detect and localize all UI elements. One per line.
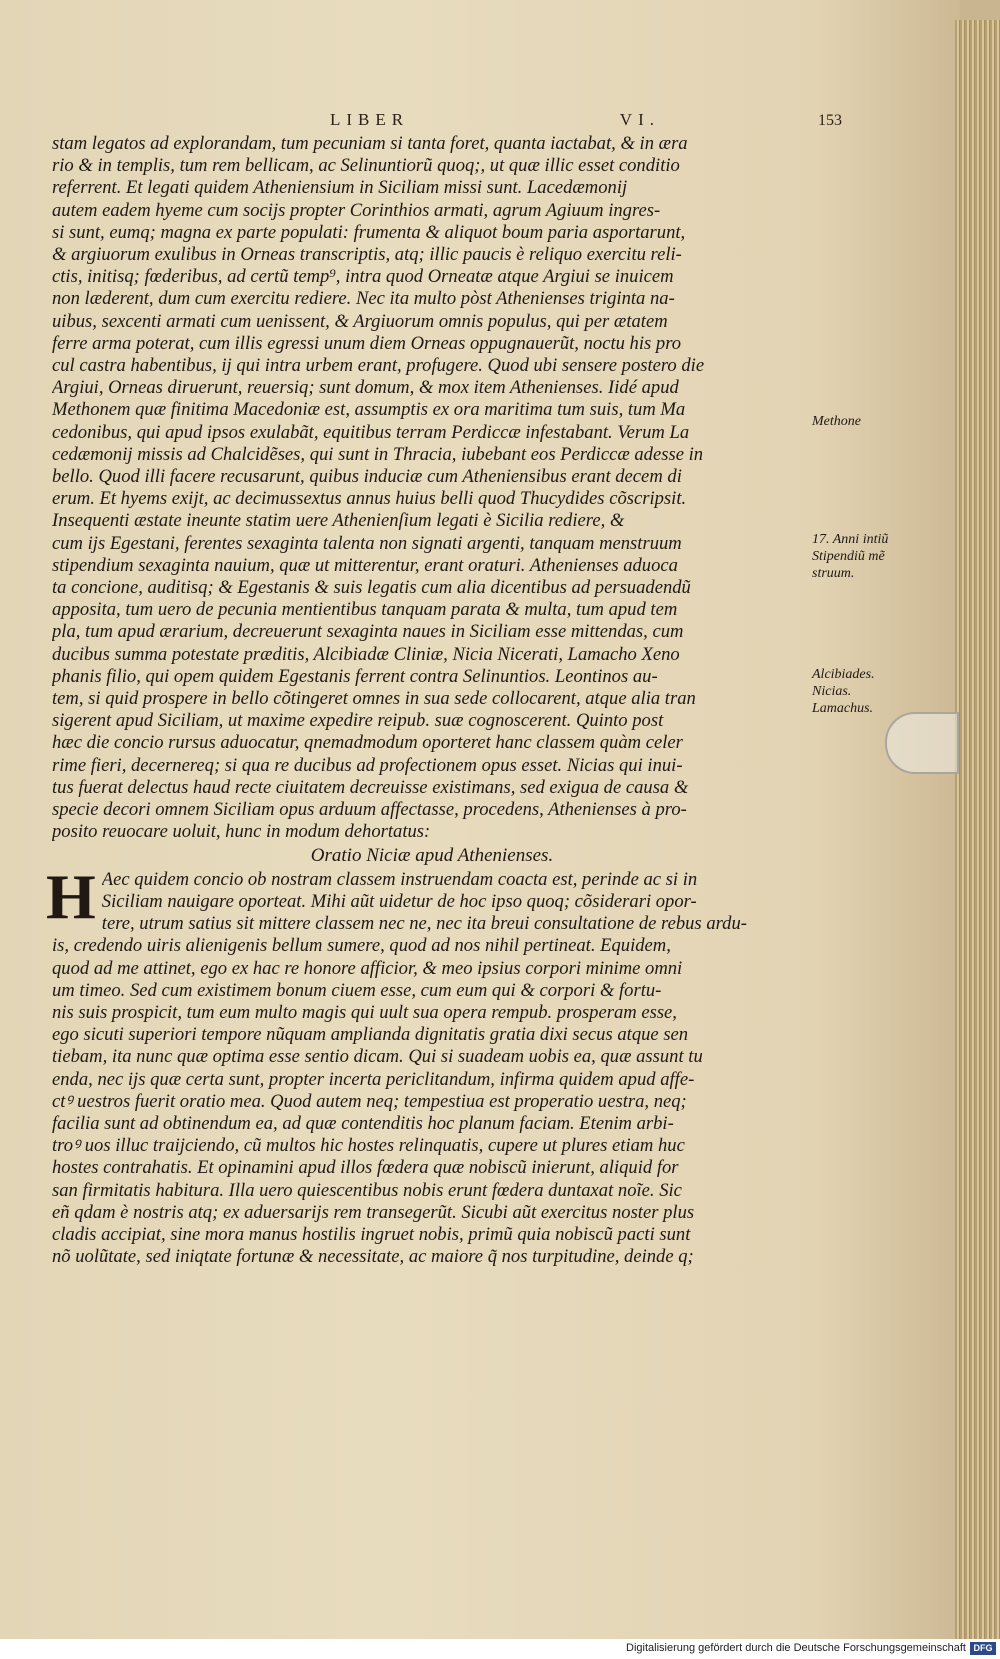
running-head — [330, 110, 660, 130]
text-line: rime fieri, decernereq; si qua re ducibus ad profectionem opus esset. Nicias qui inui- — [52, 754, 683, 776]
text-line: tiebam, ita nunc quæ optima esse sentio dicam. Qui si suadeam uobis ea, quæ assunt tu — [52, 1046, 703, 1068]
text-line: Insequenti æstate ineunte statim uere Athenienſium legati è Sicilia rediere, & — [52, 510, 625, 532]
text-line: cladis accipiat, sine mora manus hostilis ingruet nobis, primũ quia nobiscũ pacti sunt — [52, 1223, 691, 1245]
margin-note-line: Methone — [812, 414, 861, 429]
text-line: Methonem quæ finitima Macedoniæ est, assumptis ex ora maritima tum suis, tum Ma — [52, 399, 686, 421]
text-line: nis suis prospicit, tum eum multo magis qui uult sua opera rempub. prosperam esse, — [52, 1001, 677, 1023]
text-line: specie decori omnem Siciliam opus arduum affectasse, procedens, Athenienses à pro- — [52, 799, 687, 821]
text-line: um timeo. Sed cum existimem bonum ciuem esse, cum eum qui & corpori & fortu- — [52, 979, 662, 1001]
text-line: cedæmonij missis ad Chalcidẽses, qui sunt in Thracia, iubebant eos Perdiccæ adesse in — [52, 443, 704, 465]
text-line: tem, si quid prospere in bello cõtingeret omnes in sua sede collocarent, atque alia tran — [52, 688, 696, 710]
text-line: ctis, initisq; fœderibus, ad certũ temp⁹, intra quod Orneatæ atque Argiui se inuicem — [52, 266, 674, 288]
text-line: hostes contrahatis. Et opinamini apud illos fœdera quæ nobiscũ inierunt, aliquid for — [52, 1157, 679, 1179]
body-text — [46, 133, 812, 1268]
text-line: posito reuocare uoluit, hunc in modum dehortatus: — [52, 821, 431, 843]
page-edges — [955, 20, 1000, 1640]
text-line: ego sicuti superiori tempore nũquam amplianda dignitatis gratia dixi secus atque sen — [52, 1024, 689, 1046]
running-head-left: LIBER — [330, 110, 410, 129]
margin-note-line: 17. Anni intiũ — [812, 532, 889, 547]
text-line: erum. Et hyems exijt, ac decimussextus annus huius belli quod Thucydides cõscripsit. — [52, 488, 687, 510]
text-line: non læderent, dum cum exercitu rediere. Nec ita multo pòst Athenienses triginta na- — [52, 288, 675, 310]
margin-note-line: Nicias. — [812, 684, 852, 699]
text-line: Siciliam nauigare oporteat. Mihi aũt uidetur de hoc ipso quoq; cõsiderari opor- — [101, 890, 697, 912]
drop-capital: H — [46, 860, 96, 932]
margin-note-methone — [812, 413, 932, 430]
text-line: eñ qdam è nostris atq; ex aduersarijs rem transegerũt. Sicubi aũt exercitus noster plus — [52, 1201, 695, 1223]
text-line: rio & in templis, tum rem bellicam, ac Selinuntiorũ quoq;, ut quæ illic esset conditio — [52, 155, 680, 177]
text-line: ta concione, auditisq; & Egestanis & suis legatis cum alia dicentibus ad persuadendũ — [52, 577, 691, 599]
text-line: si sunt, eumq; magna ex parte populati: frumenta & aliquot boum paria asportarunt, — [52, 221, 686, 243]
text-line: quod ad me attinet, ego ex hac re honore afficior, & meo ipsius corpori minime omni — [52, 957, 683, 979]
margin-note-line: Alcibiades. — [812, 667, 875, 682]
text-line: cul castra habentibus, ij qui intra urbem erant, profugere. Quod ubi sensere postero die — [52, 355, 705, 377]
text-line: uibus, sexcenti armati cum uenissent, & Argiuorum omnis populus, qui per ætatem — [52, 310, 668, 332]
text-line: enda, nec ijs quæ certa sunt, propter incerta periclitandum, infirma quidem apud affe- — [52, 1068, 695, 1090]
text-line: & argiuorum exulibus in Orneas transcriptis, atq; illic paucis è reliquo exercitu reli- — [52, 244, 682, 266]
text-line: autem eadem hyeme cum socijs propter Corinthios armati, agrum Agiuum ingres- — [52, 199, 661, 221]
text-line: ctꝰ uestros fuerit oratio mea. Quod autem neq; tempestiua est properatio uestra, neq; — [52, 1090, 687, 1112]
text-line: troꝰ uos illuc traijciendo, cũ multos hic hostes relinquatis, cupere ut plures etiam huc — [52, 1135, 685, 1157]
text-line: sigerent apud Siciliam, ut maxime expedire reipub. suæ cognoscerent. Quinto post — [52, 710, 664, 732]
funding-credit: Digitalisierung gefördert durch die Deutsche Forschungsgemeinschaft — [626, 1642, 966, 1654]
speech-heading: Oratio Niciæ apud Athenienses. — [310, 844, 554, 866]
margin-note-stipendium — [812, 531, 932, 582]
text-line: tere, utrum satius sit mittere classem nec ne, nec ita breui consultatione de rebus ardu- — [101, 913, 747, 935]
dfg-logo-icon: DFG — [970, 1642, 996, 1655]
margin-note-line: struum. — [812, 566, 855, 581]
text-line: phanis filio, qui opem quidem Egestanis ferrent contra Selinuntios. Leontinos au- — [52, 665, 658, 687]
text-line: apposita, tum uero de pecunia mentientibus tanquam parata & multa, tum apud tem — [52, 599, 678, 621]
text-line: hæc die concio rursus aduocatur, qnemadmodum oporteret hanc classem quàm celer — [52, 732, 683, 754]
text-line: san firmitatis habitura. Illa uero quiescentibus nobis erunt fœdera duntaxat noĩe. Sic — [52, 1179, 682, 1201]
bookmark-tab — [885, 712, 959, 774]
narrative-text — [52, 133, 812, 844]
text-line: is, credendo uiris alienigenis bellum sumere, quod ad nos nihil pertineat. Equidem, — [52, 935, 671, 957]
text-line: stipendium sexaginta nauium, quæ ut mitterentur, erant oraturi. Athenienses aduoca — [52, 554, 678, 576]
text-line: Argiui, Orneas diruerunt, reuersiq; sunt domum, & mox item Athenienses. Iidé apud — [52, 377, 679, 399]
text-line: pla, tum apud ærarium, decreuerunt sexaginta naues in Siciliam esse mittendas, cum — [52, 621, 684, 643]
text-line: cum ijs Egestani, ferentes sexaginta talenta non signati argenti, tanquam menstruum — [52, 532, 682, 554]
speech-text — [46, 860, 812, 1269]
text-line: facilia sunt ad obtinendum ea, ad quæ contenditis hoc planum faciam. Etenim arbi- — [52, 1112, 674, 1134]
text-line: cedonibus, qui apud ipsos exulabãt, equitibus terram Perdiccæ infestabant. Verum La — [52, 421, 690, 443]
text-line: tus fuerat delectus haud recte ciuitatem decreuisse existimans, sed exigua de causa & — [52, 776, 689, 798]
page-number: 153 — [818, 112, 842, 129]
text-line: nõ uolũtate, sed iniqtate fortunæ & necessitate, ac maiore q̃ nos turpitudine, deinde q; — [52, 1246, 694, 1268]
text-line: ducibus summa potestate præditis, Alcibiadæ Cliniæ, Nicia Nicerati, Lamacho Xeno — [52, 643, 680, 665]
text-line: ferre arma poterat, cum illis egressi unum diem Orneas oppugnauerũt, noctu his pro — [52, 332, 682, 354]
running-head-right: VI. — [619, 110, 660, 129]
text-line: Aec quidem concio ob nostram classem instruendam coacta est, perinde ac si in — [101, 868, 698, 890]
footer-bar — [0, 1639, 1000, 1659]
text-line: stam legatos ad explorandam, tum pecuniam si tanta foret, quanta iactabat, & in æra — [52, 133, 688, 154]
text-line: referrent. Et legati quidem Atheniensium in Siciliam missi sunt. Lacedæmonij — [52, 177, 628, 199]
text-line: bello. Quod illi facere recusarunt, quibus induciæ cum Atheniensibus erant decem di — [52, 466, 682, 488]
margin-note-generals — [812, 666, 932, 717]
margin-note-line: Stipendiũ mẽ — [812, 549, 885, 564]
margin-note-line: Lamachus. — [812, 701, 874, 716]
